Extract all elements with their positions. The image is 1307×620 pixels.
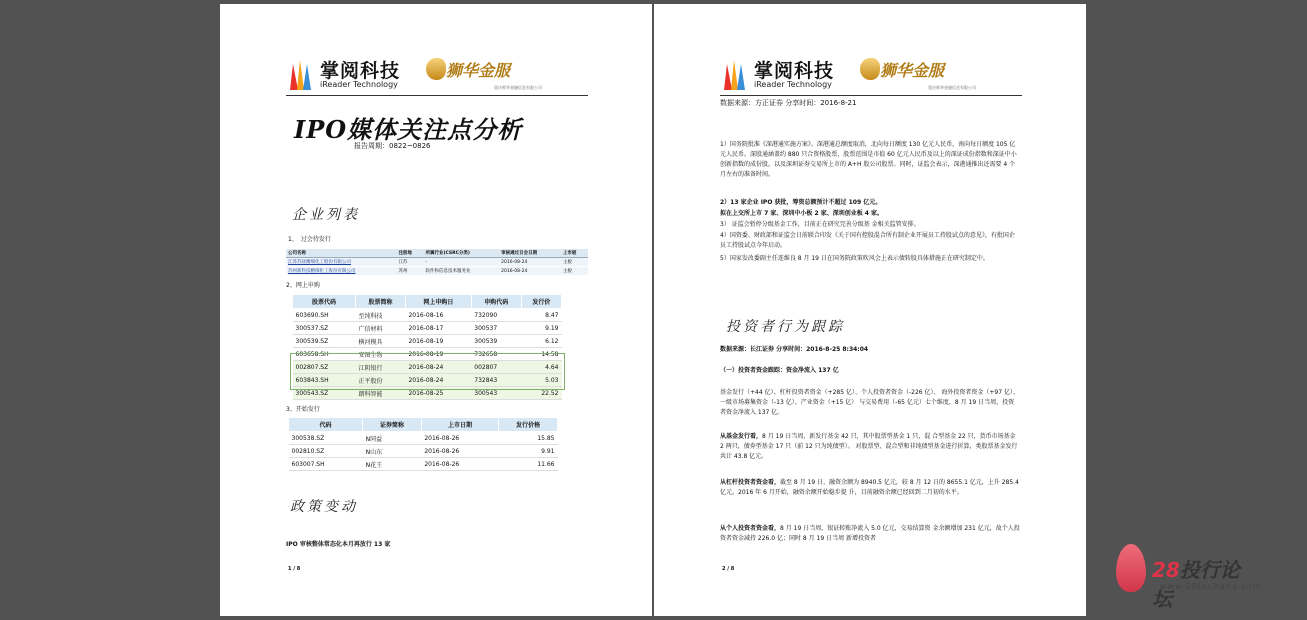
- table-cell: 2016-08-26: [421, 432, 498, 445]
- table-cell: 300543: [471, 387, 521, 400]
- table-row: [293, 335, 562, 348]
- table-cell: 2016-08-24: [405, 361, 471, 374]
- brand2-name: 狮华金服: [880, 61, 945, 80]
- table-cell: 6.12: [521, 335, 561, 348]
- lion-logo-icon: [426, 58, 446, 80]
- section-2-label: 2、网上申购: [286, 282, 320, 289]
- table-cell: 11.66: [499, 458, 558, 471]
- table-cell: 300539.SZ: [293, 335, 356, 348]
- table-cell: 主板: [561, 267, 588, 276]
- section-3-label: 3、开始发行: [286, 406, 320, 413]
- table-header: 代码: [289, 418, 363, 432]
- flame-logo-icon: [1116, 544, 1146, 592]
- pending-issuance-table: [286, 249, 588, 276]
- table-cell: 15.85: [499, 432, 558, 445]
- paragraph-individual: [720, 524, 1020, 544]
- table-cell: 300538.SZ: [289, 432, 363, 445]
- brand2-name: 狮华金服: [446, 61, 511, 80]
- table-header: 审核通过日会日期: [499, 249, 561, 258]
- brand-subtitle: iReader Technology: [320, 80, 398, 89]
- brand2-subtitle: 重庆师华金融信息有限公司: [494, 85, 542, 90]
- table-header: 发行价格: [499, 418, 558, 432]
- table-header-row: [286, 249, 588, 258]
- table-row: [289, 458, 558, 471]
- table-header: 申购代码: [471, 295, 521, 309]
- section-1-label: 1、 过会待发行: [288, 236, 331, 243]
- table-cell: 732843: [471, 374, 521, 387]
- ireader-logo-icon: [722, 58, 748, 92]
- table-cell: 江阴银行: [356, 361, 406, 374]
- table-row: [289, 432, 558, 445]
- paragraph-4: 4）国资委、财政部和证监会日前联合印发《关于国有控股混合所有制企业开展员工持股试点的意见》，有批国企员工持股试点今年启动。: [720, 232, 1015, 249]
- table-cell: N花王: [363, 458, 422, 471]
- table-cell: 2016-08-25: [405, 387, 471, 400]
- page-title: IPO媒体关注点分析: [294, 115, 523, 144]
- paragraph-lead: 从个人投资者资金看，: [720, 525, 781, 532]
- table-header: 公司名称: [286, 249, 396, 258]
- table-cell: 2016-08-24: [405, 374, 471, 387]
- paragraph-capital-summary: 基金发行（+44 亿）、杠杆投资者资金（+285 亿）、个人投资者资金（-226 亿）、 海外投资者资金（+97 亿）、一级市场募集资金（-13 亿）、产业资金（+15 亿） 与交易费用（-65 亿元）七个维度，8 月 19 日当周，投资者资金净流入 137 亿。: [720, 389, 1019, 416]
- table-cell: -: [423, 258, 499, 267]
- table-cell: 300537.SZ: [293, 322, 356, 335]
- table-header: 网上申购日: [405, 295, 471, 309]
- listing-table: [288, 417, 558, 471]
- table-cell: 732090: [471, 309, 521, 322]
- table-cell: 603007.SH: [289, 458, 363, 471]
- company-link[interactable]: 苏州新科技精细化工股份有限公司: [286, 267, 396, 276]
- page-number: 1 / 8: [288, 566, 301, 572]
- table-cell: N同益: [363, 432, 422, 445]
- table-header: 发行价: [521, 295, 561, 309]
- table-header: 股票简称: [356, 295, 406, 309]
- table-header: 注册地: [396, 249, 423, 258]
- paragraph-body: 截至 8 月 19 日，融资余额为 8940.5 亿元，较 8 月 12 日的 8655.1 亿元，上升 285.4 亿元。2016 年 6 月开始，融资余额开始稳步提 升，目前融资余额已经回到二月初的水平。: [720, 479, 1019, 496]
- header-logo: [288, 56, 608, 96]
- table-header: 上市日期: [421, 418, 498, 432]
- table-cell: 732658: [471, 348, 521, 361]
- table-cell: 002807.SZ: [293, 361, 356, 374]
- table-cell: 2016-08-26: [421, 458, 498, 471]
- table-cell: 2016-08-16: [405, 309, 471, 322]
- table-cell: 广信材料: [356, 322, 406, 335]
- header-logo: [722, 56, 1042, 96]
- paragraph-leverage: [720, 478, 1020, 498]
- highlight-box: [290, 353, 565, 390]
- paragraph-3: 3） 证监会暂停分级基金工作，目前正在研究完善分级基 金相关监管安排。: [720, 221, 920, 228]
- paragraph-lead: 从杠杆投资者资金看，: [720, 479, 781, 486]
- table-row: [293, 309, 562, 322]
- table-cell: 2016-08-24: [499, 267, 561, 276]
- forum-watermark: [1116, 544, 1262, 611]
- section-investor-heading: 投资者行为跟踪: [726, 319, 845, 335]
- data-source-2: 数据来源：长江证券 分享时间：2016-8-25 8:34:04: [720, 346, 869, 353]
- table-cell: 2016-08-24: [499, 258, 561, 267]
- brand-subtitle: iReader Technology: [754, 80, 832, 89]
- paragraph-lead: 从基金发行看，: [720, 433, 763, 440]
- table-cell: 300539: [471, 335, 521, 348]
- table-cell: 4.64: [521, 361, 561, 374]
- table-cell: 9.91: [499, 445, 558, 458]
- table-header-row: [293, 295, 562, 309]
- table-cell: 002807: [471, 361, 521, 374]
- report-period: 报告周期：0822~0826: [354, 142, 431, 150]
- section-companies-heading: 企业列表: [292, 207, 360, 223]
- ireader-logo-icon: [288, 58, 314, 92]
- table-row: [289, 445, 558, 458]
- table-cell: 横河模具: [356, 335, 406, 348]
- table-cell: 2016-08-26: [421, 445, 498, 458]
- section-policy-heading: 政策变动: [290, 499, 358, 515]
- brand-name: 掌阅科技: [754, 60, 835, 82]
- table-cell: 603658.SH: [293, 348, 356, 361]
- table-cell: 300543.SZ: [293, 387, 356, 400]
- table-cell: 至纯科技: [356, 309, 406, 322]
- watermark-number: 28: [1152, 558, 1180, 582]
- data-source-1: 数据来源：方正证券 分享时间：2016-8-21: [720, 99, 857, 107]
- table-header: 所属行业(CSRC分类): [423, 249, 499, 258]
- brand2-subtitle: 重庆师华金融信息有限公司: [928, 85, 976, 90]
- paragraph-5: 5）国家发改委副主任连维良 8 月 19 日在国务院政策吹风会上表示债转股具体措施正在研究制定中。: [720, 255, 989, 262]
- document-page-1: [220, 4, 652, 616]
- table-header: 上市板: [561, 249, 588, 258]
- table-cell: N山东: [363, 445, 422, 458]
- paragraph-fund-issuance: [720, 432, 1020, 462]
- table-cell: 软件和信息技术服务业: [423, 267, 499, 276]
- table-cell: 300537: [471, 322, 521, 335]
- table-cell: 2016-08-19: [405, 348, 471, 361]
- document-page-2: [654, 4, 1086, 616]
- company-link[interactable]: 江苏苏盐精细化工股份有限公司: [286, 258, 396, 267]
- table-header-row: [289, 418, 558, 432]
- table-row: [286, 267, 588, 276]
- watermark-text: 投行论坛: [1152, 558, 1240, 611]
- paragraph-2b: 拟在上交所上市 7 家、深圳中小板 2 家、深圳创业板 4 家。: [720, 210, 884, 217]
- table-cell: 9.19: [521, 322, 561, 335]
- brand-name: 掌阅科技: [320, 60, 401, 82]
- subheading-capital-flow: （一）投资者资金跟踪：资金净流入 137 亿: [720, 367, 839, 374]
- table-cell: 5.03: [521, 374, 561, 387]
- paragraph-2: 2）13 家企业 IPO 获批，筹资总额预计不超过 109 亿元。: [720, 199, 882, 206]
- table-cell: 14.58: [521, 348, 561, 361]
- table-cell: 安图生物: [356, 348, 406, 361]
- table-cell: 2016-08-19: [405, 335, 471, 348]
- policy-headline: IPO 审核整体常态化本月再放行 13 家: [286, 541, 391, 548]
- lion-logo-icon: [860, 58, 880, 80]
- page-number: 2 / 8: [722, 566, 735, 572]
- table-cell: 603690.SH: [293, 309, 356, 322]
- table-cell: 002810.SZ: [289, 445, 363, 458]
- table-cell: 主板: [561, 258, 588, 267]
- table-cell: 22.52: [521, 387, 561, 400]
- table-cell: 8.47: [521, 309, 561, 322]
- table-cell: 正平股份: [356, 374, 406, 387]
- table-row: [293, 322, 562, 335]
- header-rule: [720, 95, 1022, 96]
- header-rule: [286, 95, 588, 96]
- paragraph-1: 1）国务院批准《深港通实施方案》。深港通总额度取消，北向每日额度 130 亿元人民币，南向每日额度 105 亿元人民币。深股通涵盖约 880 只合资格股票，股票范围是市值 60 亿元人民币及以上的深证成份指数和深证中小创新指数的成份股，以及深圳证券交易所上市的 A+H 股公司股票。同时，证监会表示，深港通推出还需要 4 个月左右的准备时间。: [720, 141, 1017, 178]
- table-cell: 603843.SH: [293, 374, 356, 387]
- table-cell: 朗科智能: [356, 387, 406, 400]
- table-header: 证券简称: [363, 418, 422, 432]
- table-cell: 苏州: [396, 267, 423, 276]
- table-cell: 江苏: [396, 258, 423, 267]
- table-cell: 2016-08-17: [405, 322, 471, 335]
- paragraph-body: 8 月 19 日当周，新发行基金 42 只，其中股票型基金 1 只，混 合型基金 22 只，货币市场基金 2 两只，债券型基金 17 只（前 12 只为纯债型）。 对股票型、混合型和非纯债型基金进行折算，类股票基金发行共计 43.8 亿元。: [720, 433, 1018, 460]
- paragraph-body: 8 月 19 日当周，银证转账净流入 5.0 亿元，交易结算资 金余额增加 231 亿元，故个人投资者资金减持 226.0 亿；同时 8 月 19 日当周 新增投资者: [720, 525, 1020, 542]
- table-row: [286, 258, 588, 267]
- watermark-url: www.28touhang.com: [1160, 582, 1262, 591]
- table-header: 股票代码: [293, 295, 356, 309]
